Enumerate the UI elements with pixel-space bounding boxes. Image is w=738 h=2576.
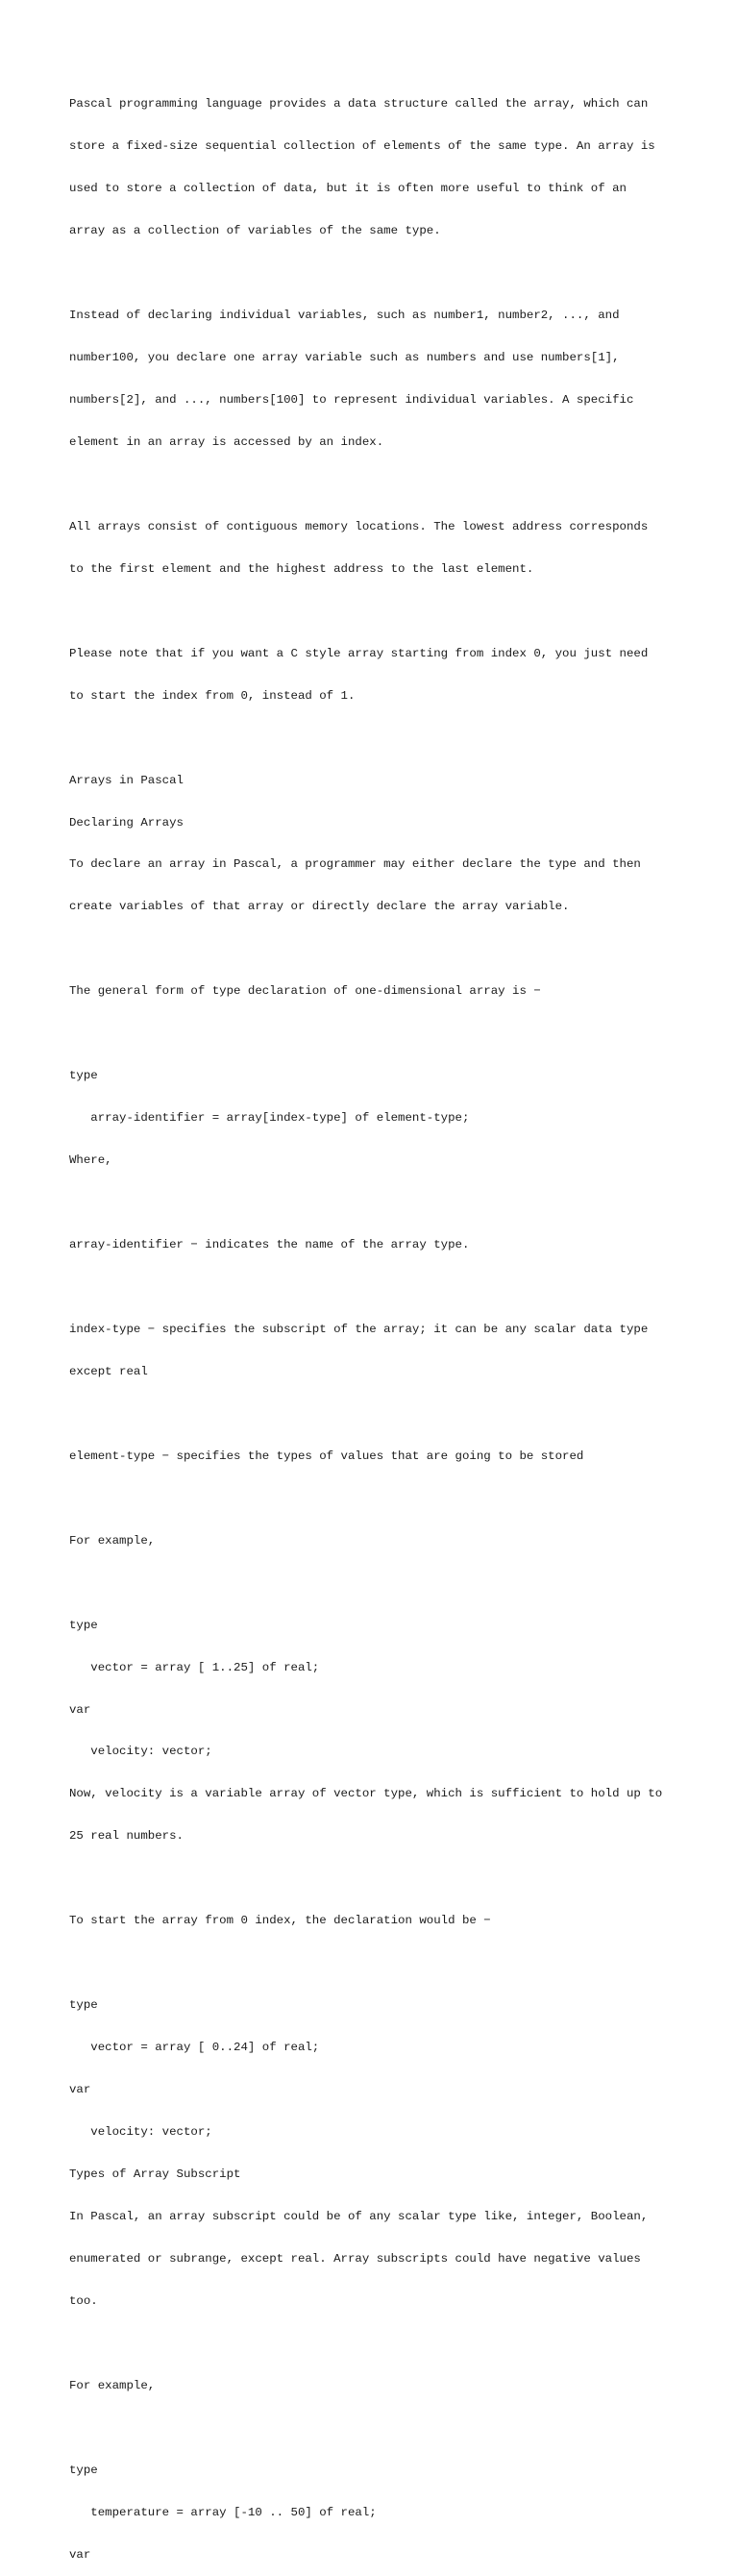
section-heading: Arrays in Pascal xyxy=(69,773,184,787)
blank-line xyxy=(69,1871,684,1886)
blank-line xyxy=(69,731,684,746)
text-line: element-type − specifies the types of values that are going to be stored xyxy=(69,1449,584,1463)
text-line: number100, you declare one array variable such as numbers and use numbers[1], xyxy=(69,351,620,365)
blank-line xyxy=(69,478,684,492)
blank-line xyxy=(69,2421,684,2436)
blank-line xyxy=(69,1027,684,1041)
blank-line xyxy=(69,266,684,281)
code-line: velocity: vector; xyxy=(69,2125,212,2140)
code-line: vector = array [ 1..25] of real; xyxy=(69,1660,320,1674)
text-line: index-type − specifies the subscript of the array; it can be any scalar data type xyxy=(69,1322,649,1336)
code-line: var xyxy=(69,2547,91,2562)
text-line: For example, xyxy=(69,1533,156,1548)
code-line: vector = array [ 0..24] of real; xyxy=(69,2041,320,2055)
blank-line xyxy=(69,1576,684,1591)
blank-line xyxy=(69,1407,684,1422)
text-line: create variables of that array or directly declare the array variable. xyxy=(69,900,570,914)
blank-line xyxy=(69,1196,684,1210)
code-line: type xyxy=(69,1069,98,1083)
text-line: The general form of type declaration of one-dimensional array is − xyxy=(69,984,541,999)
text-line: to the first element and the highest address to the last element. xyxy=(69,561,534,576)
text-line: 25 real numbers. xyxy=(69,1829,184,1844)
code-line: var xyxy=(69,1702,91,1717)
code-line: var xyxy=(69,2083,91,2097)
text-line: To start the array from 0 index, the declaration would be − xyxy=(69,1914,491,1928)
text-line: to start the index from 0, instead of 1. xyxy=(69,688,356,703)
text-line: enumerated or subrange, except real. Array subscripts could have negative values xyxy=(69,2251,641,2266)
code-line: array-identifier = array[index-type] of element-type; xyxy=(69,1111,470,1126)
code-line: velocity: vector; xyxy=(69,1745,212,1759)
section-heading: Declaring Arrays xyxy=(69,815,184,830)
text-line: too. xyxy=(69,2293,98,2308)
code-line: temperature = array [-10 .. 50] of real; xyxy=(69,2505,377,2519)
text-line: For example, xyxy=(69,2378,156,2392)
text-line: except real xyxy=(69,1364,148,1378)
text-line: Please note that if you want a C style array starting from index 0, you just need xyxy=(69,646,649,660)
text-line: used to store a collection of data, but it is often more useful to think of an xyxy=(69,182,627,196)
blank-line xyxy=(69,1492,684,1506)
text-line: Where, xyxy=(69,1153,112,1168)
section-heading: Types of Array Subscript xyxy=(69,2167,241,2182)
text-line: array-identifier − indicates the name of the array type. xyxy=(69,1238,470,1252)
document-body xyxy=(69,69,684,2576)
text-line: array as a collection of variables of the same type. xyxy=(69,224,441,238)
text-line: To declare an array in Pascal, a programmer may either declare the type and then xyxy=(69,857,641,872)
text-line: store a fixed-size sequential collection of elements of the same type. An array is xyxy=(69,139,655,154)
text-line: In Pascal, an array subscript could be of any scalar type like, integer, Boolean, xyxy=(69,2209,649,2223)
text-line: numbers[2], and ..., numbers[100] to represent individual variables. A specific xyxy=(69,392,634,407)
text-line: All arrays consist of contiguous memory locations. The lowest address corresponds xyxy=(69,519,649,533)
text-line: Now, velocity is a variable array of vector type, which is sufficient to hold up to xyxy=(69,1787,663,1801)
text-line: Instead of declaring individual variables, such as number1, number2, ..., and xyxy=(69,309,620,323)
text-line: Pascal programming language provides a data structure called the array, which can xyxy=(69,97,649,111)
code-line: type xyxy=(69,1618,98,1632)
blank-line xyxy=(69,1956,684,1970)
code-line: type xyxy=(69,1998,98,2013)
blank-line xyxy=(69,2337,684,2351)
blank-line xyxy=(69,1280,684,1295)
blank-line xyxy=(69,942,684,956)
code-line: type xyxy=(69,2463,98,2477)
blank-line xyxy=(69,605,684,619)
text-line: element in an array is accessed by an index. xyxy=(69,434,384,449)
